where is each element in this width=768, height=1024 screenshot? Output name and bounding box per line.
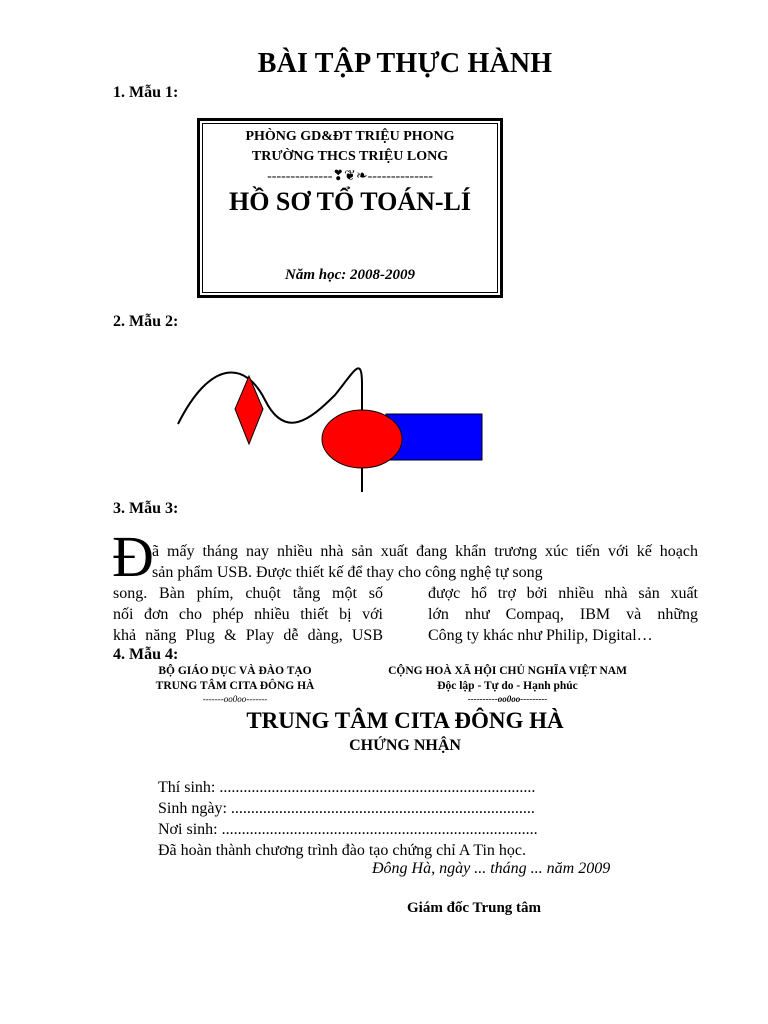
- certificate-title: TRUNG TÂM CITA ĐÔNG HÀ: [246, 708, 564, 733]
- header-left-ornament: -------oo0oo-------: [202, 694, 268, 704]
- text-column-left: [113, 583, 383, 646]
- page-title: BÀI TẬP THỰC HÀNH: [257, 48, 553, 79]
- section-heading-3: 3. Mẫu 3:: [113, 500, 179, 517]
- certificate-subtitle: CHỨNG NHẬN: [349, 737, 461, 754]
- paragraph-line-2: sản phẩm USB. Được thiết kế để thay cho công nghệ tự song: [152, 564, 543, 581]
- header-right-ornament: ----------oo0oo---------: [467, 694, 548, 704]
- certificate-date: Đông Hà, ngày ... tháng ... năm 2009: [372, 860, 611, 877]
- completion-statement: Đã hoàn thành chương trình đào tạo chứng chỉ A Tin học.: [158, 842, 526, 859]
- column-line: lớn như Compaq, IBM và những: [428, 606, 698, 623]
- cover-main-title: HỒ SƠ TỔ TOÁN-LÍ: [228, 187, 472, 216]
- cover-divider: --------------❣❦❧--------------: [267, 169, 433, 184]
- field-birthplace: Nơi sinh: ...............................................................................: [158, 821, 538, 838]
- field-birthdate: Sinh ngày: ............................................................................: [158, 800, 535, 817]
- text-column-right: [428, 583, 698, 646]
- cover-frame: [197, 118, 503, 298]
- red-ellipse: [322, 410, 402, 468]
- section-heading-1: 1. Mẫu 1:: [113, 84, 179, 101]
- column-line: được hổ trợ bởi nhiều nhà sản xuất: [428, 585, 698, 602]
- drop-cap: Đ: [112, 524, 154, 589]
- paragraph-line-1: ã mấy tháng nay nhiều nhà sản xuất đang khẩn trương xúc tiến với kế hoạch: [152, 543, 698, 560]
- center-name: TRUNG TÂM CITA ĐÔNG HÀ: [155, 680, 315, 692]
- cover-inner-frame: [202, 123, 498, 293]
- signature-title: Giám đốc Trung tâm: [407, 900, 542, 916]
- ministry-name: BỘ GIÁO DỤC VÀ ĐÀO TẠO: [158, 665, 312, 677]
- column-line: song. Bàn phím, chuột tằng một số: [113, 585, 383, 602]
- column-line: nối đơn cho phép nhiều thiết bị với: [113, 606, 383, 623]
- country-name: CỘNG HOÀ XÃ HỘI CHỦ NGHĨA VIỆT NAM: [388, 665, 627, 677]
- header-left: [130, 664, 340, 704]
- cover-department: PHÒNG GD&ĐT TRIỆU PHONG: [245, 129, 455, 144]
- header-right: [370, 664, 645, 704]
- column-line: khả năng Plug & Play dễ dàng, USB: [113, 627, 383, 644]
- red-diamond: [235, 376, 263, 444]
- motto: Độc lập - Tự do - Hạnh phúc: [437, 680, 578, 692]
- section-heading-2: 2. Mẫu 2:: [113, 313, 179, 330]
- field-candidate: Thí sinh: ...............................................................................: [158, 779, 536, 796]
- column-line: Công ty khác như Philip, Digital…: [428, 627, 653, 644]
- section-heading-4: 4. Mẫu 4:: [113, 646, 179, 663]
- shapes-drawing: [150, 340, 500, 500]
- cover-school: TRƯỜNG THCS TRIỆU LONG: [251, 149, 449, 164]
- cover-school-year: Năm học: 2008-2009: [285, 267, 415, 283]
